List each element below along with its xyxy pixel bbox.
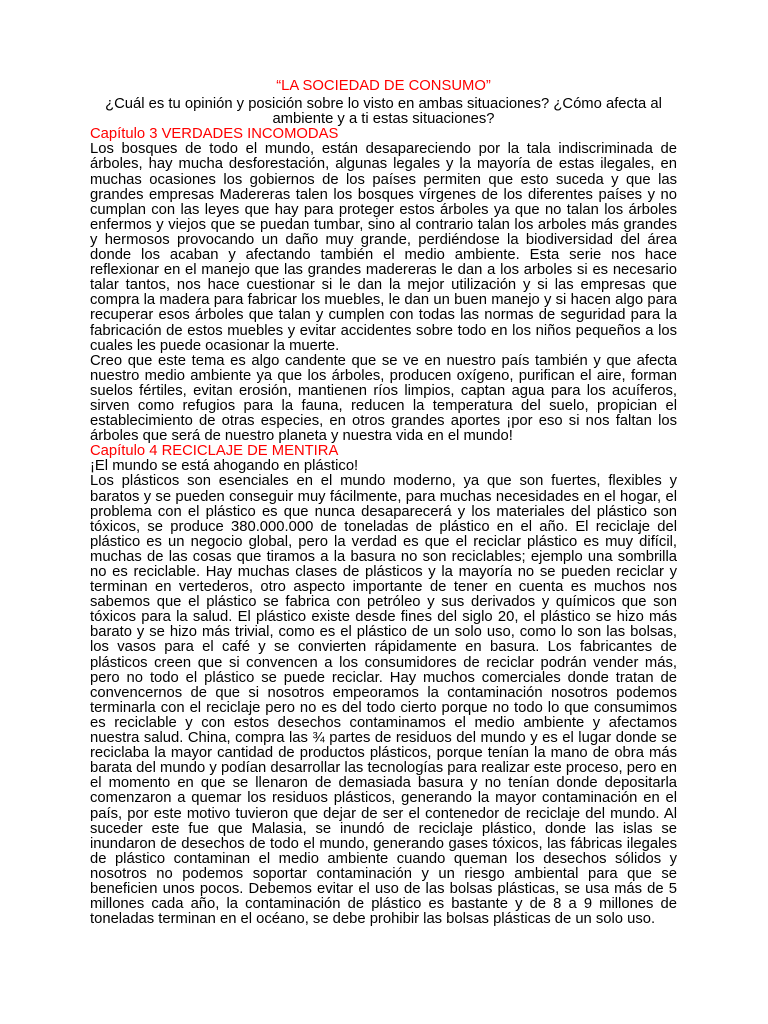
chapter-4-paragraph: Los plásticos son esenciales en el mundo moderno, ya que son fuertes, flexibles y baratos y se pueden conseguir muy fácilmente, para muchas necesidades en el hogar, el problema con el plástico es que nunca desaparecerá y los materiales del plástico son tóxicos, se produce 380.000.000 de toneladas de plástico en el año. El reciclaje del plástico es un negocio global, pero la verdad es que el reciclar plástico es muy difícil, muchas de las cosas que tiramos a la basura no son reciclables; ejemplo una sombrilla no es reciclable. Hay muchas clases de plásticos y la mayoría no se pueden reciclar y terminan en vertederos, otro aspecto importante de tener en cuenta es muchos nos sabemos que el plástico se fabrica con petróleo y sus derivados y químicos que son tóxicos para la salud. El plástico existe desde fines del siglo 20, el plástico se hizo más barato y se hizo más trivial, como es el plástico de un solo uso, como lo son las bolsas, los vasos para el café y se convierten rápidamente en basura. Los fabricantes de plásticos creen que si convencen a los consumidores de reciclar podrán vender más, pero no todo el plástico se puede reciclar. Hay muchos comerciales donde tratan de convencernos de que si nosotros empeoramos la contaminación nosotros podemos terminarla con el reciclaje pero no es del todo cierto porque no todo lo que consumimos es reciclable y con estos desechos contaminamos el medio ambiente y afectamos nuestra salud. China, compra las ¾ partes de residuos del mundo y es el lugar donde se reciclaba la mayor cantidad de productos plásticos, porque tenían la mano de obra más barata del mundo y podían desarrollar las tecnologías para realizar este proceso, pero en el momento en que se llenaron de demasiada basura y no tenían donde depositarla comenzaron a quemar los residuos plásticos, generando la mayor contaminación en el país, por este motivo tuvieron que dejar de ser el contenedor de reciclaje del mundo. Al suceder este fue que Malasia, se inundó de reciclaje plástico, donde las islas se inundaron de desechos de todo el mundo, generando gases tóxicos, las fábricas ilegales de plástico contaminan el medio ambiente cuando queman los desechos sólidos y nosotros no podemos soportar contaminación y un riesgo ambiental para que se beneficien unos pocos. Debemos evitar el uso de las bolsas plásticas, se usa más de 5 millones cada año, la contaminación de plástico es bastante y de 8 a 9 millones de toneladas terminan en el océano, se debe prohibir las bolsas plásticas de un solo uso. — [90, 473, 677, 928]
chapter-3-paragraph: Creo que este tema es algo candente que se ve en nuestro país también y que afecta nuestro medio ambiente ya que los árboles, producen oxígeno, purifican el aire, forman suelos fértiles, evitan erosión, mantienen ríos limpios, captan agua para los acuíferos, sirven como refugios para la fauna, reducen la temperatura del suelo, propician el establecimiento de otras especies, en otros grandes aportes ¡por eso si nos faltan los árboles que será de nuestro planeta y nuestra vida en el mundo! — [90, 352, 677, 445]
chapter-4-heading: Capítulo 4 RECICLAJE DE MENTIRA — [90, 443, 339, 460]
document-title: “LA SOCIEDAD DE CONSUMO” — [276, 78, 491, 94]
chapter-3-paragraph: Los bosques de todo el mundo, están desapareciendo por la tala indiscriminada de árboles, hay mucha desforestación, algunas legales y la mayoría de estas ilegales, en muchas ocasiones los gobiernos de los países permiten que esto suceda y que las grandes empresas Madereras talen los bosques vírgenes de los diferentes países y no cumplan con las leyes que hay para proteger estos árboles ya que no talan los árboles enfermos y viejos que se puedan tumbar, sino al contrario talan los arboles más grandes y hermosos provocando un daño muy grande, perdiéndose la biodiversidad del área donde los acaban y afectando también el medio ambiente. Esta serie nos hace reflexionar en el manejo que las grandes madereras le dan a los arboles si es necesario talar tantos, nos hace cuestionar si le dan la mejor utilización y si las empresas que compra la madera para fabricar los muebles, le dan un buen manejo y si hacen algo para recuperar esos árboles que talan y cumplen con todas las normas de seguridad para la fabricación de estos muebles y evitar accidentes sobre todo en los niños pequeños a los cuales les puede ocasionar la muerte. — [90, 141, 677, 354]
chapter-4-paragraph: ¡El mundo se está ahogando en plástico! — [90, 458, 359, 475]
document-page — [90, 79, 677, 927]
document-question: ¿Cuál es tu opinión y posición sobre lo visto en ambas situaciones? ¿Cómo afecta al ambiente y a ti estas situaciones? — [105, 96, 662, 128]
chapter-3-heading: Capítulo 3 VERDADES INCOMODAS — [90, 126, 339, 143]
